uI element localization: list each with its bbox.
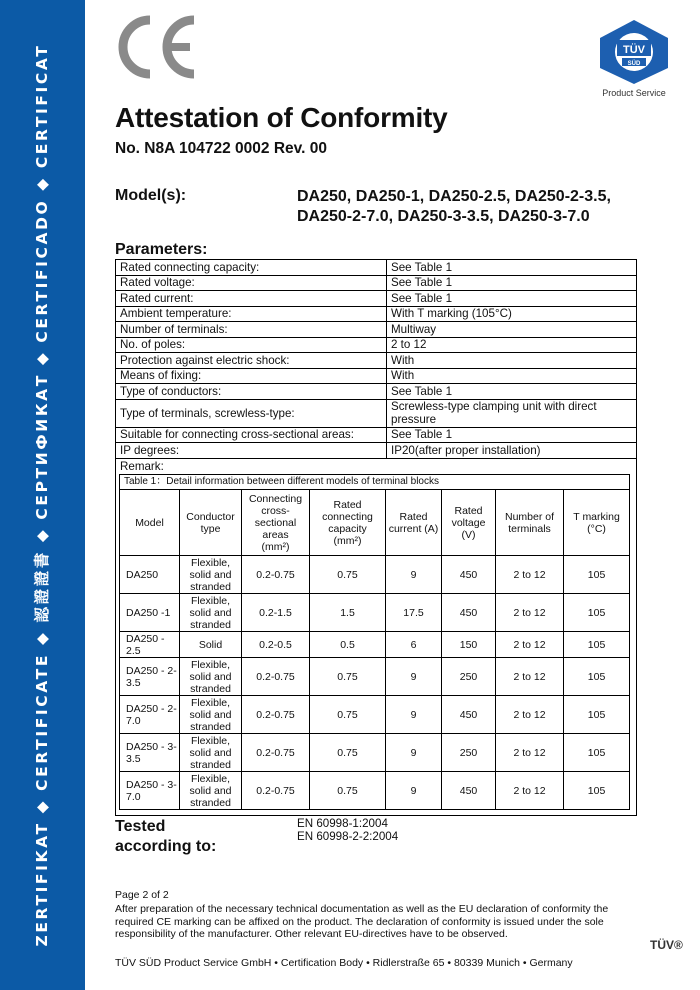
table1-detail <box>119 474 630 810</box>
cell-terminals: 2 to 12 <box>496 594 564 632</box>
header-model: Model <box>120 490 180 556</box>
models-label: Model(s): <box>115 187 187 204</box>
cell-tmark: 105 <box>564 632 630 658</box>
cell-capacity: 0.75 <box>310 658 386 696</box>
standard-item: EN 60998-1:2004 <box>297 817 388 830</box>
cell-area: 0.2-1.5 <box>242 594 310 632</box>
cell-conductor: Flexible, solid and stranded <box>180 696 242 734</box>
param-row <box>116 443 637 459</box>
header-capacity-label: Rated connecting capacity <box>322 498 373 535</box>
cell-capacity: 1.5 <box>310 594 386 632</box>
header-conductor: Conductor type <box>180 490 242 556</box>
param-value: 2 to 12 <box>387 337 637 353</box>
cell-model: DA250 - 2.5 <box>120 632 180 658</box>
ce-mark-logo <box>112 14 202 80</box>
param-value: IP20(after proper installation) <box>387 443 637 459</box>
cell-current: 9 <box>386 734 442 772</box>
cell-tmark: 105 <box>564 772 630 810</box>
parameters-label: Parameters: <box>115 241 208 258</box>
svg-text:TÜV: TÜV <box>623 44 645 56</box>
cell-voltage: 250 <box>442 734 496 772</box>
footer-note: After preparation of the necessary technical documentation as well as the EU declaration of conformity the required CE marking can be affixed on the product. The declaration of conformity is issued under the sole responsibility of the manufacturer. Other relevant EU-directives have to be observed. <box>115 903 609 941</box>
table-row <box>120 594 630 632</box>
tuv-sud-logo <box>596 18 672 86</box>
param-row <box>116 427 637 443</box>
param-name: Type of conductors: <box>116 384 387 400</box>
param-name: Ambient temperature: <box>116 306 387 322</box>
cell-terminals: 2 to 12 <box>496 632 564 658</box>
param-row <box>116 291 637 307</box>
standard-item: EN 60998-2-2:2004 <box>297 830 399 843</box>
table-row <box>120 772 630 810</box>
param-name: Type of terminals, screwless-type: <box>116 399 387 427</box>
cell-area: 0.2-0.75 <box>242 734 310 772</box>
svg-text:SÜD: SÜD <box>627 61 641 67</box>
cell-model: DA250 -1 <box>120 594 180 632</box>
cell-terminals: 2 to 12 <box>496 556 564 594</box>
cell-capacity: 0.5 <box>310 632 386 658</box>
param-name: Rated current: <box>116 291 387 307</box>
parameters-table <box>115 259 637 459</box>
tuv-caption: Product Service <box>602 88 666 98</box>
cell-capacity: 0.75 <box>310 556 386 594</box>
cell-current: 9 <box>386 658 442 696</box>
param-name: Protection against electric shock: <box>116 353 387 369</box>
cell-voltage: 450 <box>442 696 496 734</box>
cell-terminals: 2 to 12 <box>496 658 564 696</box>
cell-terminals: 2 to 12 <box>496 734 564 772</box>
header-area-unit: (mm²) <box>261 540 290 553</box>
header-capacity-unit: (mm²) <box>333 534 362 547</box>
cell-area: 0.2-0.75 <box>242 658 310 696</box>
header-area <box>242 490 310 556</box>
cell-terminals: 2 to 12 <box>496 772 564 810</box>
table-row <box>120 696 630 734</box>
cell-area: 0.2-0.75 <box>242 772 310 810</box>
header-current: Rated current (A) <box>386 490 442 556</box>
cell-voltage: 450 <box>442 594 496 632</box>
param-value: See Table 1 <box>387 291 637 307</box>
tuv-wordmark: TÜV® <box>650 938 683 952</box>
cell-tmark: 105 <box>564 696 630 734</box>
document-number: No. N8A 104722 0002 Rev. 00 <box>115 140 327 157</box>
page-indicator: Page 2 of 2 <box>115 889 169 901</box>
cell-conductor: Flexible, solid and stranded <box>180 556 242 594</box>
cell-area: 0.2-0.5 <box>242 632 310 658</box>
models-line-2: DA250-2-7.0, DA250-3-3.5, DA250-3-7.0 <box>297 208 590 225</box>
param-row <box>116 399 637 427</box>
tested-label-line-2: according to: <box>115 838 217 855</box>
param-row <box>116 306 637 322</box>
param-name: Suitable for connecting cross-sectional areas: <box>116 427 387 443</box>
cell-current: 6 <box>386 632 442 658</box>
param-value: With <box>387 353 637 369</box>
table-row <box>120 556 630 594</box>
cell-conductor: Flexible, solid and stranded <box>180 772 242 810</box>
remark-label: Remark: <box>120 460 164 473</box>
header-area-label: Connecting cross-sectional areas <box>248 492 303 541</box>
cell-capacity: 0.75 <box>310 696 386 734</box>
cell-current: 17.5 <box>386 594 442 632</box>
cell-conductor: Flexible, solid and stranded <box>180 734 242 772</box>
cell-conductor: Flexible, solid and stranded <box>180 658 242 696</box>
param-value: Multiway <box>387 322 637 338</box>
tested-according-label <box>115 817 216 857</box>
param-value: With <box>387 368 637 384</box>
param-row <box>116 353 637 369</box>
cell-area: 0.2-0.75 <box>242 556 310 594</box>
header-tmark: T marking (°C) <box>564 490 630 556</box>
param-name: Rated voltage: <box>116 275 387 291</box>
cell-current: 9 <box>386 772 442 810</box>
param-name: Rated connecting capacity: <box>116 260 387 276</box>
models-line-1: DA250, DA250-1, DA250-2.5, DA250-2-3.5, <box>297 188 611 205</box>
cell-tmark: 105 <box>564 594 630 632</box>
table-row <box>120 734 630 772</box>
tested-label-line-1: Tested <box>115 818 166 835</box>
param-name: Means of fixing: <box>116 368 387 384</box>
table-row <box>120 658 630 696</box>
cell-voltage: 150 <box>442 632 496 658</box>
param-value: See Table 1 <box>387 260 637 276</box>
cell-tmark: 105 <box>564 556 630 594</box>
models-value <box>297 187 611 227</box>
standards-list <box>297 817 398 843</box>
param-row <box>116 260 637 276</box>
cell-tmark: 105 <box>564 734 630 772</box>
cell-model: DA250 <box>120 556 180 594</box>
cell-model: DA250 - 2-7.0 <box>120 696 180 734</box>
cell-capacity: 0.75 <box>310 734 386 772</box>
cell-voltage: 450 <box>442 772 496 810</box>
cell-area: 0.2-0.75 <box>242 696 310 734</box>
cell-capacity: 0.75 <box>310 772 386 810</box>
cell-model: DA250 - 2-3.5 <box>120 658 180 696</box>
param-row <box>116 384 637 400</box>
param-row <box>116 322 637 338</box>
param-value: See Table 1 <box>387 275 637 291</box>
cell-model: DA250 - 3-7.0 <box>120 772 180 810</box>
param-value: See Table 1 <box>387 384 637 400</box>
cell-conductor: Flexible, solid and stranded <box>180 594 242 632</box>
param-name: Number of terminals: <box>116 322 387 338</box>
header-terminals: Number of terminals <box>496 490 564 556</box>
certificate-side-band <box>0 0 85 990</box>
document-title: Attestation of Conformity <box>115 102 448 133</box>
cell-current: 9 <box>386 696 442 734</box>
param-value: Screwless-type clamping unit with direct pressure <box>387 399 637 427</box>
param-name: No. of poles: <box>116 337 387 353</box>
table1-header-row <box>120 490 630 556</box>
table-row <box>120 632 630 658</box>
header-voltage: Rated voltage (V) <box>442 490 496 556</box>
side-band-text: ZERTIFIKAT ◆ CERTIFICATE ◆ 認證證書 ◆ СЕРТИФИКАТ ◆ CERTIFICADO ◆ CERTIFICAT <box>33 43 51 947</box>
cell-voltage: 450 <box>442 556 496 594</box>
header-capacity <box>310 490 386 556</box>
cell-voltage: 250 <box>442 658 496 696</box>
param-row <box>116 337 637 353</box>
param-row <box>116 275 637 291</box>
param-name: IP degrees: <box>116 443 387 459</box>
cell-current: 9 <box>386 556 442 594</box>
table1-caption-row <box>120 475 630 490</box>
cell-model: DA250 - 3-3.5 <box>120 734 180 772</box>
table1-caption: Table 1：Detail information between different models of terminal blocks <box>120 475 630 490</box>
param-row <box>116 368 637 384</box>
cell-tmark: 105 <box>564 658 630 696</box>
param-value: See Table 1 <box>387 427 637 443</box>
cell-terminals: 2 to 12 <box>496 696 564 734</box>
param-value: With T marking (105°C) <box>387 306 637 322</box>
footer-address: TÜV SÜD Product Service GmbH • Certification Body • Ridlerstraße 65 • 80339 Munich • Germany <box>115 957 573 969</box>
cell-conductor: Solid <box>180 632 242 658</box>
